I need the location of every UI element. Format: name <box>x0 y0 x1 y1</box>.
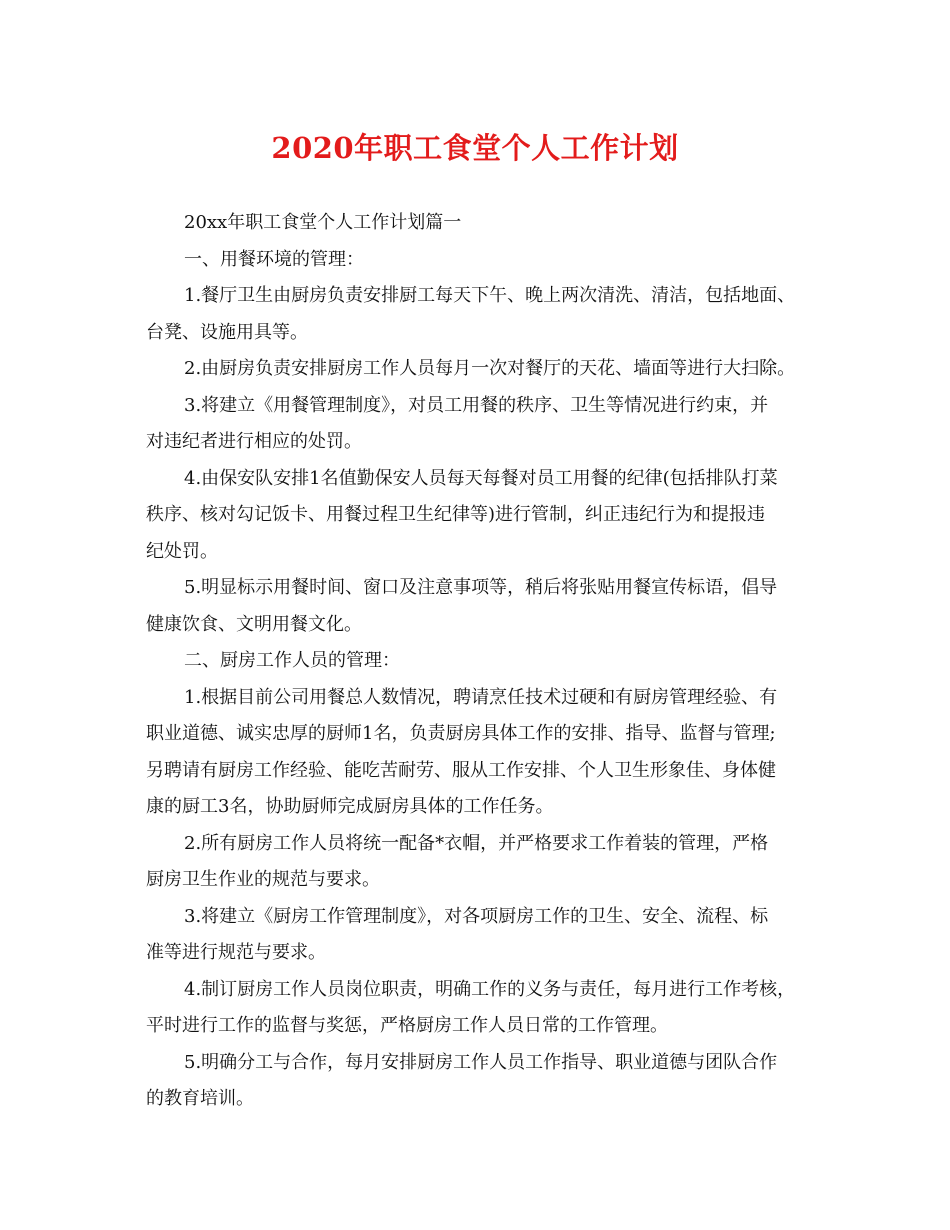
paragraph-line: 纪处罚。 <box>146 540 218 562</box>
paragraph-line: 平时进行工作的监督与奖惩，严格厨房工作人员日常的工作管理。 <box>146 1015 668 1036</box>
paragraph-line: 1.餐厅卫生由厨房负责安排厨工每天下午、晚上两次清洗、清洁，包括地面、 <box>184 285 796 306</box>
paragraph-line: 2.所有厨房工作人员将统一配备*衣帽，并严格要求工作着装的管理，严格 <box>184 832 769 854</box>
document-body <box>146 205 812 1118</box>
paragraph-line: 3.将建立《用餐管理制度》，对员工用餐的秩序、卫生等情况进行约束，并 <box>184 394 769 416</box>
section-heading: 20xx年职工食堂个人工作计划篇一 <box>184 212 462 233</box>
document-title: 2020年职工食堂个人工作计划 <box>271 131 679 165</box>
paragraph-line: 职业道德、诚实忠厚的厨师1名，负责厨房具体工作的安排、指导、监督与管理; <box>146 723 776 744</box>
paragraph-line: 厨房卫生作业的规范与要求。 <box>146 869 380 890</box>
paragraph-line: 4.由保安队安排1名值勤保安人员每天每餐对员工用餐的纪律(包括排队打菜 <box>184 467 778 489</box>
paragraph-line: 1.根据目前公司用餐总人数情况，聘请烹任技术过硬和有厨房管理经验、有 <box>184 686 778 708</box>
paragraph-line: 2.由厨房负责安排厨房工作人员每月一次对餐厅的天花、墙面等进行大扫除。 <box>184 358 796 379</box>
paragraph-line: 5.明确分工与合作，每月安排厨房工作人员工作指导、职业道德与团队合作 <box>184 1051 778 1073</box>
paragraph-line: 台凳、设施用具等。 <box>146 321 308 343</box>
paragraph-line: 另聘请有厨房工作经验、能吃苦耐劳、服从工作安排、个人卫生形象佳、身体健 <box>146 759 776 781</box>
subsection-heading: 一、用餐环境的管理： <box>184 248 364 270</box>
paragraph-line: 秩序、核对勾记饭卡、用餐过程卫生纪律等)进行管制，纠正违纪行为和提报违 <box>146 504 766 525</box>
paragraph-line: 康的厨工3名，协助厨师完成厨房具体的工作任务。 <box>146 796 554 817</box>
subsection-heading: 二、厨房工作人员的管理： <box>184 650 400 671</box>
paragraph-line: 对违纪者进行相应的处罚。 <box>146 431 362 452</box>
paragraph-line: 准等进行规范与要求。 <box>146 942 326 963</box>
paragraph-line: 3.将建立《厨房工作管理制度》，对各项厨房工作的卫生、安全、流程、标 <box>184 905 769 927</box>
paragraph-line: 5.明显标示用餐时间、窗口及注意事项等，稍后将张贴用餐宣传标语，倡导 <box>184 577 778 598</box>
paragraph-line: 的教育培训。 <box>146 1088 254 1109</box>
paragraph-line: 健康饮食、文明用餐文化。 <box>146 613 362 635</box>
paragraph-line: 4.制订厨房工作人员岗位职责，明确工作的义务与责任，每月进行工作考核， <box>184 978 796 1000</box>
